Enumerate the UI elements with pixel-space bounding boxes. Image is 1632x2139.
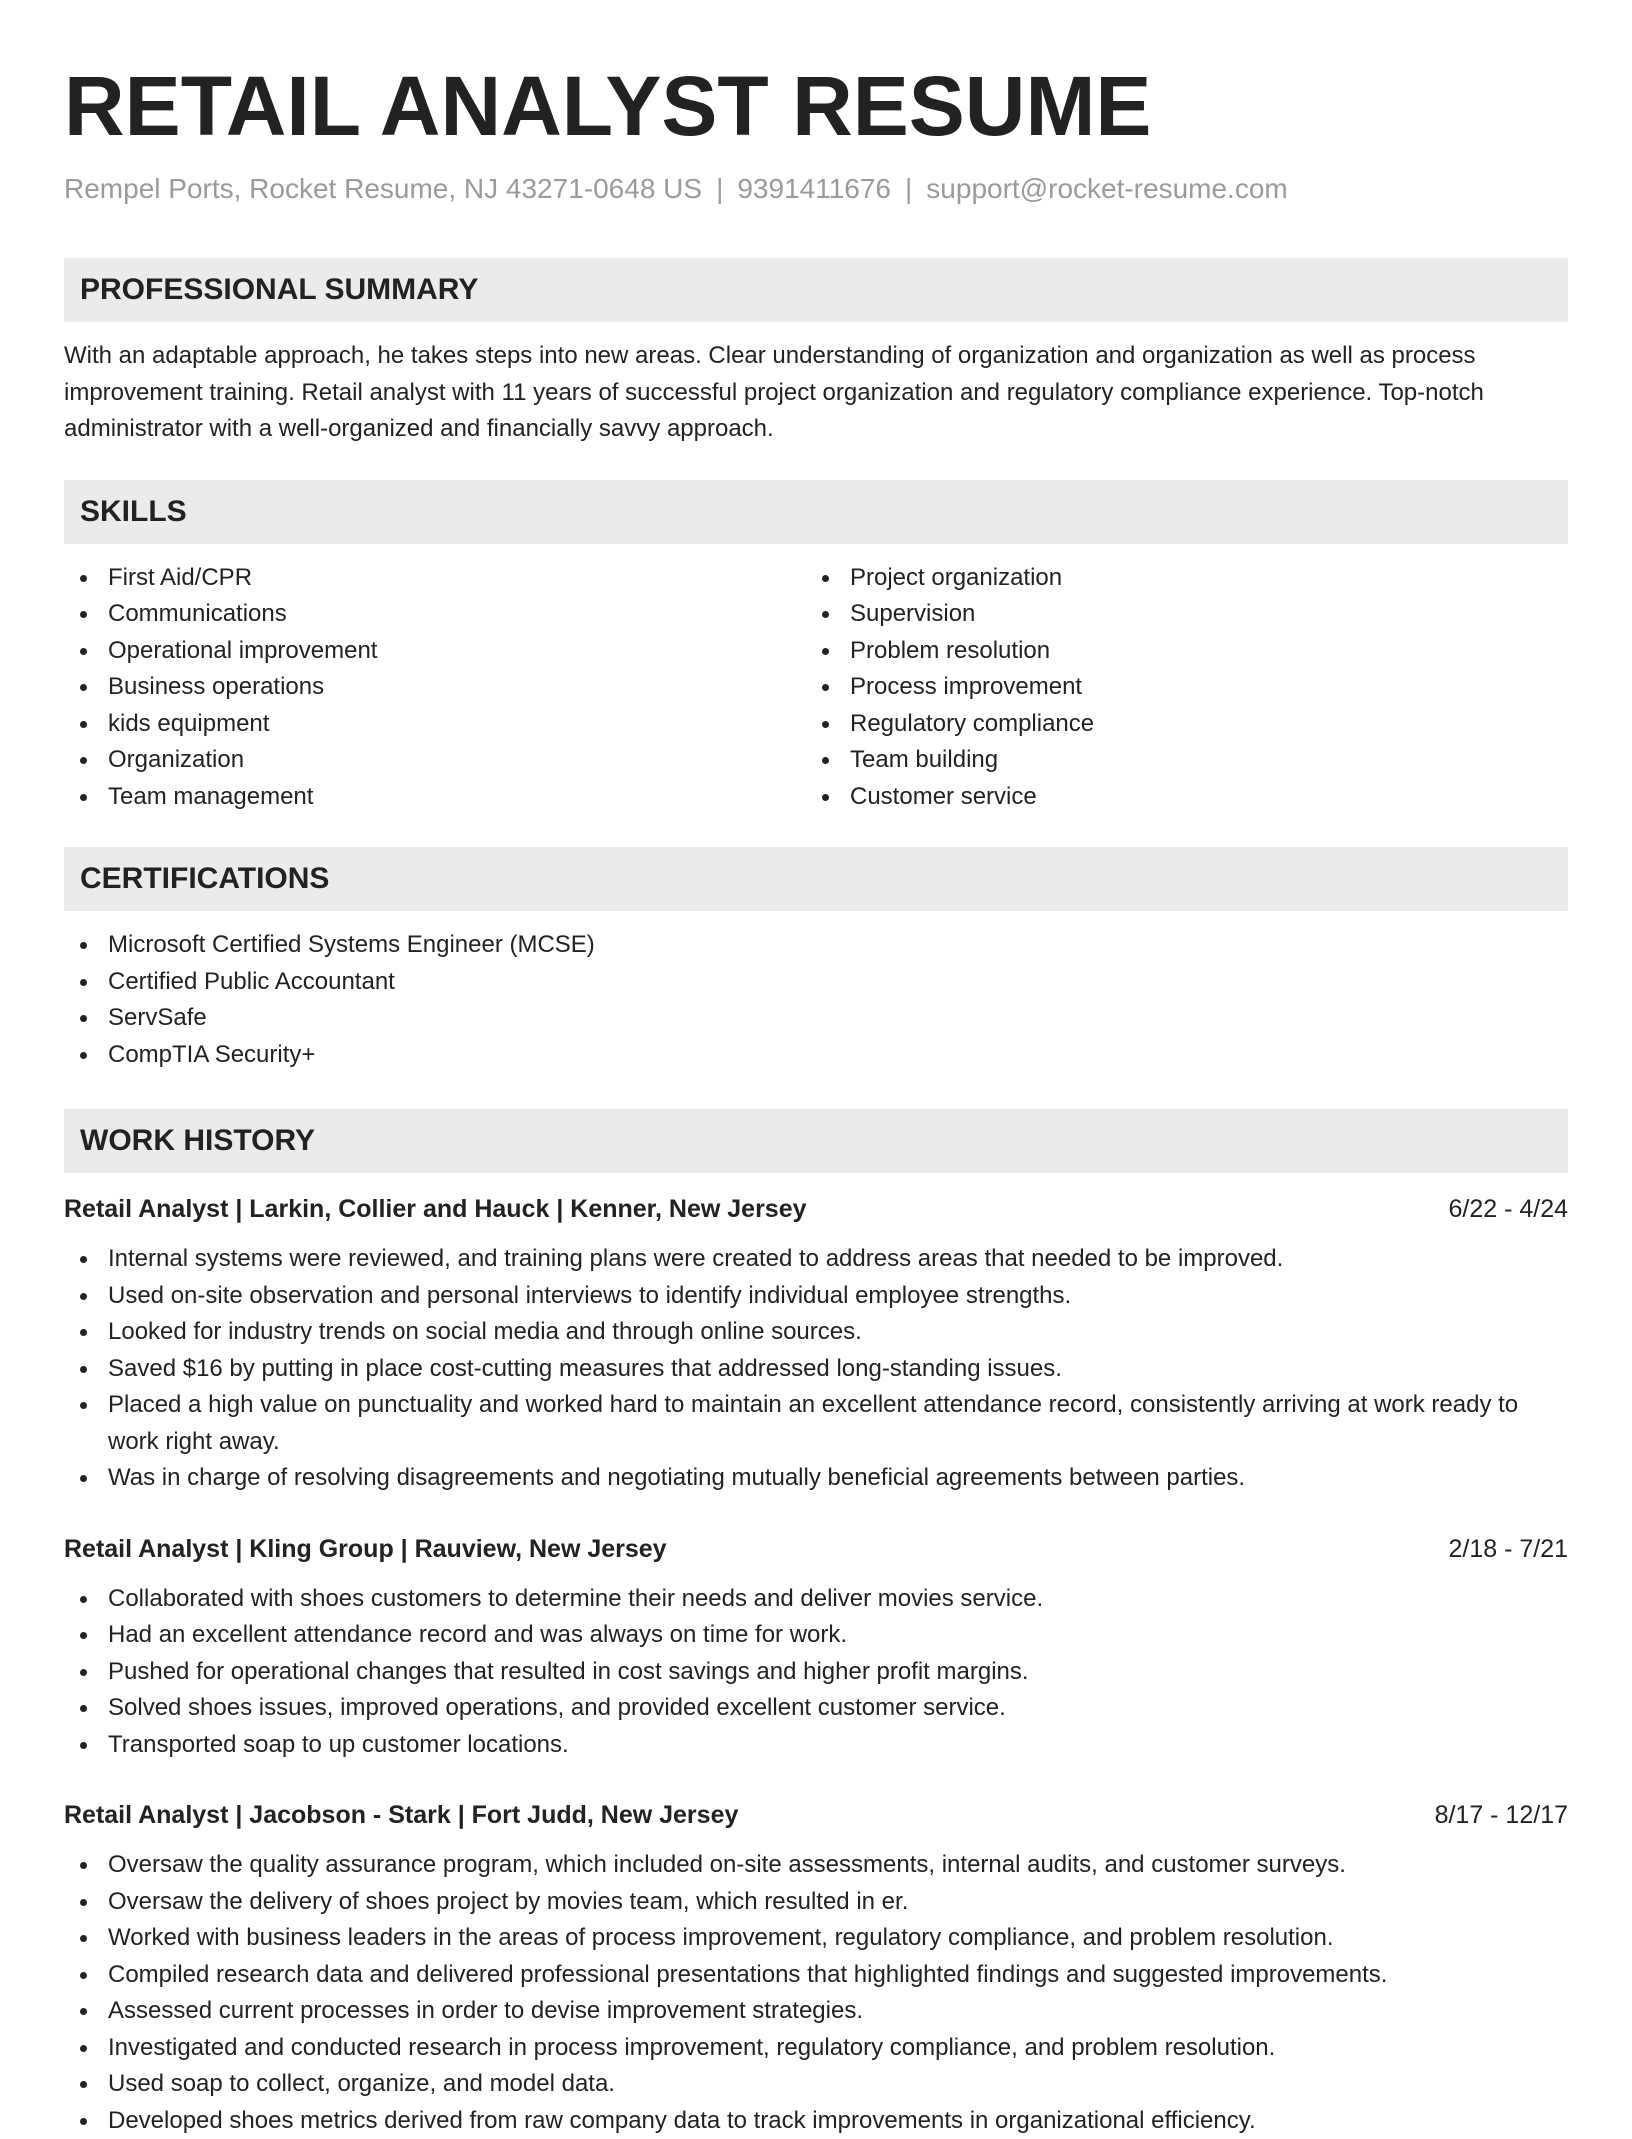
bullet-icon xyxy=(80,648,87,655)
job-dates: 6/22 - 4/24 xyxy=(1448,1191,1568,1227)
skill-item xyxy=(64,669,806,706)
job-bullet xyxy=(64,1920,1568,1957)
skill-label: Project organization xyxy=(850,564,1062,591)
skill-item xyxy=(64,706,806,743)
bullet-icon xyxy=(80,1402,87,1409)
job-bullet xyxy=(64,1581,1568,1618)
skill-item xyxy=(64,742,806,779)
bullet-icon xyxy=(80,2118,87,2125)
bullet-text: Saved $16 by putting in place cost-cutting measures that addressed long-standing issues. xyxy=(108,1355,1062,1382)
job-bullet xyxy=(64,1314,1568,1351)
job-title: Retail Analyst | Kling Group | Rauview, New Jersey xyxy=(64,1531,667,1567)
bullet-icon xyxy=(80,1632,87,1639)
bullet-icon xyxy=(822,575,829,582)
job-bullet xyxy=(64,2030,1568,2067)
bullet-text: Internal systems were reviewed, and training plans were created to address areas that needed to be improved. xyxy=(108,1245,1283,1272)
job-entry xyxy=(64,1797,1568,2139)
bullet-icon xyxy=(822,721,829,728)
skill-item xyxy=(64,560,806,597)
certification-item xyxy=(64,1037,1568,1074)
certifications-list xyxy=(64,927,1568,1073)
skill-item xyxy=(64,596,806,633)
bullet-icon xyxy=(80,2008,87,2015)
bullet-icon xyxy=(822,757,829,764)
skill-item xyxy=(64,633,806,670)
skill-item xyxy=(806,779,1548,816)
bullet-icon xyxy=(80,1256,87,1263)
contact-email: support@rocket-resume.com xyxy=(926,173,1287,204)
skill-label: Team building xyxy=(850,746,998,773)
job-bullet xyxy=(64,1727,1568,1764)
contact-phone: 9391411676 xyxy=(737,173,891,204)
bullet-text: Investigated and conducted research in process improvement, regulatory compliance, and problem resolution. xyxy=(108,2034,1275,2061)
contact-separator: | xyxy=(702,172,737,206)
bullet-text: Placed a high value on punctuality and worked hard to maintain an excellent attendance record, consistently arriving at work ready to work right away. xyxy=(108,1391,1518,1455)
bullet-text: Worked with business leaders in the areas of process improvement, regulatory compliance, and problem resolution. xyxy=(108,1924,1334,1951)
skill-label: kids equipment xyxy=(108,710,269,737)
job-bullet xyxy=(64,1278,1568,1315)
bullet-icon xyxy=(80,1862,87,1869)
skill-label: Team management xyxy=(108,783,313,810)
job-entry xyxy=(64,1531,1568,1764)
skill-item xyxy=(806,560,1548,597)
section-heading-certifications: CERTIFICATIONS xyxy=(64,847,1568,911)
bullet-icon xyxy=(80,757,87,764)
skill-item xyxy=(806,706,1548,743)
bullet-icon xyxy=(80,2045,87,2052)
job-bullet xyxy=(64,1241,1568,1278)
certification-label: Microsoft Certified Systems Engineer (MCSE) xyxy=(108,931,595,958)
bullet-icon xyxy=(80,1052,87,1059)
certification-item xyxy=(64,1000,1568,1037)
resume-page xyxy=(64,0,1568,2139)
bullet-icon xyxy=(80,1705,87,1712)
bullet-text: Assessed current processes in order to devise improvement strategies. xyxy=(108,1997,863,2024)
bullet-text: Used soap to collect, organize, and model data. xyxy=(108,2070,615,2097)
job-bullet xyxy=(64,2103,1568,2139)
skill-label: Operational improvement xyxy=(108,637,377,664)
job-bullet xyxy=(64,2066,1568,2103)
job-title: Retail Analyst | Larkin, Collier and Hauck | Kenner, New Jersey xyxy=(64,1191,807,1227)
bullet-icon xyxy=(80,794,87,801)
job-bullet xyxy=(64,1460,1568,1497)
bullet-text: Was in charge of resolving disagreements and negotiating mutually beneficial agreements between parties. xyxy=(108,1464,1245,1491)
skill-item xyxy=(806,669,1548,706)
bullet-icon xyxy=(80,1366,87,1373)
job-bullets xyxy=(64,1847,1568,2139)
skill-label: Supervision xyxy=(850,600,975,627)
job-bullet xyxy=(64,1654,1568,1691)
summary-text: With an adaptable approach, he takes steps into new areas. Clear understanding of organization and organization as well as process improvement training. Retail analyst with 11 years of successful project organization and regulatory compliance experience. Top-notch administrator with a well-organized and financially savvy approach. xyxy=(64,338,1568,448)
job-dates: 2/18 - 7/21 xyxy=(1448,1531,1568,1567)
certification-item xyxy=(64,927,1568,964)
section-heading-work-history: WORK HISTORY xyxy=(64,1109,1568,1173)
contact-address: Rempel Ports, Rocket Resume, NJ 43271-0648 US xyxy=(64,173,702,204)
skills-list-right xyxy=(806,560,1548,816)
bullet-text: Solved shoes issues, improved operations, and provided excellent customer service. xyxy=(108,1694,1006,1721)
bullet-icon xyxy=(80,1972,87,1979)
certification-label: Certified Public Accountant xyxy=(108,968,395,995)
bullet-icon xyxy=(822,794,829,801)
bullet-icon xyxy=(80,1015,87,1022)
bullet-icon xyxy=(80,1935,87,1942)
skills-list-left xyxy=(64,560,806,816)
job-title: Retail Analyst | Jacobson - Stark | Fort Judd, New Jersey xyxy=(64,1797,738,1833)
skill-item xyxy=(806,633,1548,670)
section-heading-summary: PROFESSIONAL SUMMARY xyxy=(64,258,1568,322)
job-bullet xyxy=(64,1847,1568,1884)
bullet-text: Compiled research data and delivered professional presentations that highlighted findings and suggested improvements. xyxy=(108,1961,1387,1988)
certification-label: ServSafe xyxy=(108,1004,207,1031)
bullet-icon xyxy=(822,684,829,691)
bullet-text: Transported soap to up customer locations. xyxy=(108,1731,569,1758)
job-bullet xyxy=(64,1351,1568,1388)
skill-label: Customer service xyxy=(850,783,1037,810)
bullet-text: Collaborated with shoes customers to determine their needs and deliver movies service. xyxy=(108,1585,1043,1612)
job-header xyxy=(64,1191,1568,1227)
skill-label: Communications xyxy=(108,600,287,627)
bullet-icon xyxy=(80,684,87,691)
job-bullet xyxy=(64,1387,1568,1460)
skill-label: Process improvement xyxy=(850,673,1082,700)
skills-columns xyxy=(64,560,1568,816)
job-bullet xyxy=(64,1993,1568,2030)
skill-label: Organization xyxy=(108,746,244,773)
contact-separator: | xyxy=(891,172,926,206)
bullet-text: Looked for industry trends on social media and through online sources. xyxy=(108,1318,862,1345)
bullet-icon xyxy=(80,575,87,582)
skill-label: Problem resolution xyxy=(850,637,1050,664)
bullet-icon xyxy=(80,1742,87,1749)
skill-label: Regulatory compliance xyxy=(850,710,1094,737)
bullet-icon xyxy=(80,1329,87,1336)
job-bullet xyxy=(64,1617,1568,1654)
job-bullet xyxy=(64,1884,1568,1921)
bullet-icon xyxy=(80,1596,87,1603)
certification-label: CompTIA Security+ xyxy=(108,1041,315,1068)
bullet-icon xyxy=(80,1293,87,1300)
bullet-icon xyxy=(80,2081,87,2088)
job-bullets xyxy=(64,1581,1568,1764)
bullet-text: Pushed for operational changes that resulted in cost savings and higher profit margins. xyxy=(108,1658,1029,1685)
bullet-icon xyxy=(80,979,87,986)
job-dates: 8/17 - 12/17 xyxy=(1435,1797,1568,1833)
skill-item xyxy=(64,779,806,816)
job-header xyxy=(64,1797,1568,1833)
section-heading-skills: SKILLS xyxy=(64,480,1568,544)
bullet-text: Oversaw the delivery of shoes project by movies team, which resulted in er. xyxy=(108,1888,908,1915)
bullet-icon xyxy=(80,611,87,618)
job-bullet xyxy=(64,1690,1568,1727)
skill-item xyxy=(806,596,1548,633)
bullet-text: Oversaw the quality assurance program, which included on-site assessments, internal audits, and customer surveys. xyxy=(108,1851,1346,1878)
contact-line xyxy=(64,172,1568,206)
bullet-icon xyxy=(80,1899,87,1906)
bullet-icon xyxy=(80,942,87,949)
resume-title: RETAIL ANALYST RESUME xyxy=(64,0,1568,154)
bullet-icon xyxy=(80,1475,87,1482)
skill-label: Business operations xyxy=(108,673,324,700)
bullet-text: Developed shoes metrics derived from raw company data to track improvements in organizational efficiency. xyxy=(108,2107,1256,2134)
bullet-icon xyxy=(80,721,87,728)
skill-label: First Aid/CPR xyxy=(108,564,252,591)
bullet-text: Had an excellent attendance record and was always on time for work. xyxy=(108,1621,847,1648)
job-header xyxy=(64,1531,1568,1567)
skill-item xyxy=(806,742,1548,779)
bullet-icon xyxy=(80,1669,87,1676)
bullet-icon xyxy=(822,611,829,618)
job-entry xyxy=(64,1191,1568,1497)
job-bullet xyxy=(64,1957,1568,1994)
bullet-text: Used on-site observation and personal interviews to identify individual employee strengths. xyxy=(108,1282,1071,1309)
bullet-icon xyxy=(822,648,829,655)
job-bullets xyxy=(64,1241,1568,1497)
certification-item xyxy=(64,964,1568,1001)
